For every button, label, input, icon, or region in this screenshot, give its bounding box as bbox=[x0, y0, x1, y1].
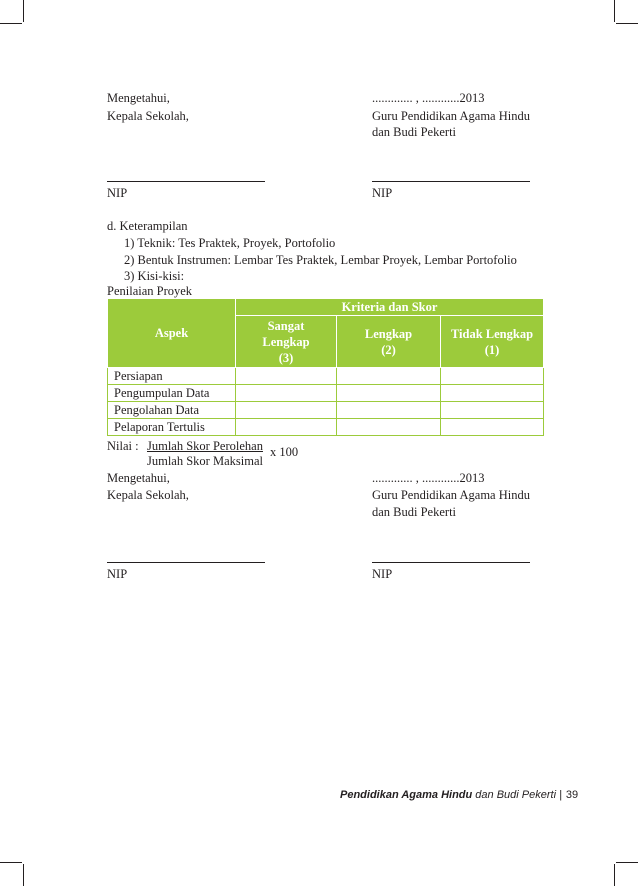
section-item-3: 3) Kisi-kisi: bbox=[124, 269, 185, 283]
header-tidak-lengkap-line1: Tidak Lengkap bbox=[450, 326, 534, 341]
header-lengkap-line1: Lengkap bbox=[364, 326, 413, 341]
header-sangat-lengkap-line3: (3) bbox=[278, 350, 294, 365]
row-aspect-label: Persiapan bbox=[108, 368, 236, 385]
crop-mark-bottom-right-v bbox=[614, 864, 615, 886]
table-row bbox=[108, 402, 544, 419]
header-lengkap-line2: (2) bbox=[381, 342, 396, 357]
project-assessment-table bbox=[107, 298, 544, 436]
row-aspect-label: Pengumpulan Data bbox=[108, 385, 236, 402]
crop-mark-top-right-v bbox=[614, 0, 615, 22]
formula-denominator: Jumlah Skor Maksimal bbox=[147, 454, 263, 468]
crop-mark-top-left-h bbox=[0, 23, 22, 24]
header-tidak-lengkap-line2: (1) bbox=[484, 342, 500, 357]
header-lengkap bbox=[337, 316, 441, 368]
section-heading: d. Keterampilan bbox=[107, 219, 188, 233]
sig1-left-signature-line bbox=[107, 181, 265, 182]
section-item-1: 1) Teknik: Tes Praktek, Proyek, Portofolio bbox=[124, 236, 336, 250]
aspek-header: Aspek bbox=[108, 299, 236, 368]
sig1-left-role: Kepala Sekolah, bbox=[107, 109, 189, 123]
sig2-right-role1: Guru Pendidikan Agama Hindu bbox=[372, 488, 530, 502]
crop-mark-bottom-left-h bbox=[0, 862, 22, 863]
crop-mark-top-right-h bbox=[616, 23, 638, 24]
table-row bbox=[108, 385, 544, 402]
crop-mark-bottom-left-v bbox=[23, 864, 24, 886]
sig1-left-nip: NIP bbox=[107, 186, 128, 200]
sig2-right-nip: NIP bbox=[372, 567, 393, 581]
crop-mark-bottom-right-h bbox=[616, 862, 638, 863]
sig2-right-date: ............. , ............2013 bbox=[372, 471, 485, 485]
sig1-left-ack: Mengetahui, bbox=[107, 91, 170, 105]
page-footer bbox=[340, 788, 578, 802]
table-row bbox=[108, 419, 544, 436]
row-aspect-label: Pelaporan Tertulis bbox=[108, 419, 236, 436]
formula-label: Nilai : bbox=[107, 439, 139, 453]
header-sangat-lengkap-line2: Lengkap bbox=[262, 334, 310, 349]
section-item-2: 2) Bentuk Instrumen: Lembar Tes Praktek, Lembar Proyek, Lembar Portofolio bbox=[124, 253, 517, 267]
sig2-right-signature-line bbox=[372, 562, 530, 563]
footer-page-number: 39 bbox=[565, 789, 579, 801]
formula-numerator: Jumlah Skor Perolehan bbox=[147, 439, 263, 453]
sig2-right-role2: dan Budi Pekerti bbox=[372, 505, 457, 519]
sig2-left-signature-line bbox=[107, 562, 265, 563]
header-tidak-lengkap bbox=[441, 316, 544, 368]
header-sangat-lengkap bbox=[236, 316, 337, 368]
sig2-left-ack: Mengetahui, bbox=[107, 471, 170, 485]
sig2-left-nip: NIP bbox=[107, 567, 128, 581]
table-row bbox=[108, 368, 544, 385]
crop-mark-top-left-v bbox=[23, 0, 24, 22]
header-sangat-lengkap-line1: Sangat bbox=[267, 318, 305, 333]
sig1-right-role2: dan Budi Pekerti bbox=[372, 125, 457, 139]
table-title: Penilaian Proyek bbox=[107, 284, 193, 298]
footer-book-subtitle: dan Budi Pekerti | bbox=[472, 789, 562, 801]
sig1-right-date: ............. , ............2013 bbox=[372, 91, 485, 105]
formula-multiplier: x 100 bbox=[270, 445, 299, 459]
sig1-right-signature-line bbox=[372, 181, 530, 182]
sig1-right-role1: Guru Pendidikan Agama Hindu bbox=[372, 109, 530, 123]
sig1-right-nip: NIP bbox=[372, 186, 393, 200]
kriteria-header: Kriteria dan Skor bbox=[236, 299, 544, 316]
sig2-left-role: Kepala Sekolah, bbox=[107, 488, 189, 502]
footer-book-title: Pendidikan Agama Hindu bbox=[340, 789, 473, 801]
row-aspect-label: Pengolahan Data bbox=[108, 402, 236, 419]
